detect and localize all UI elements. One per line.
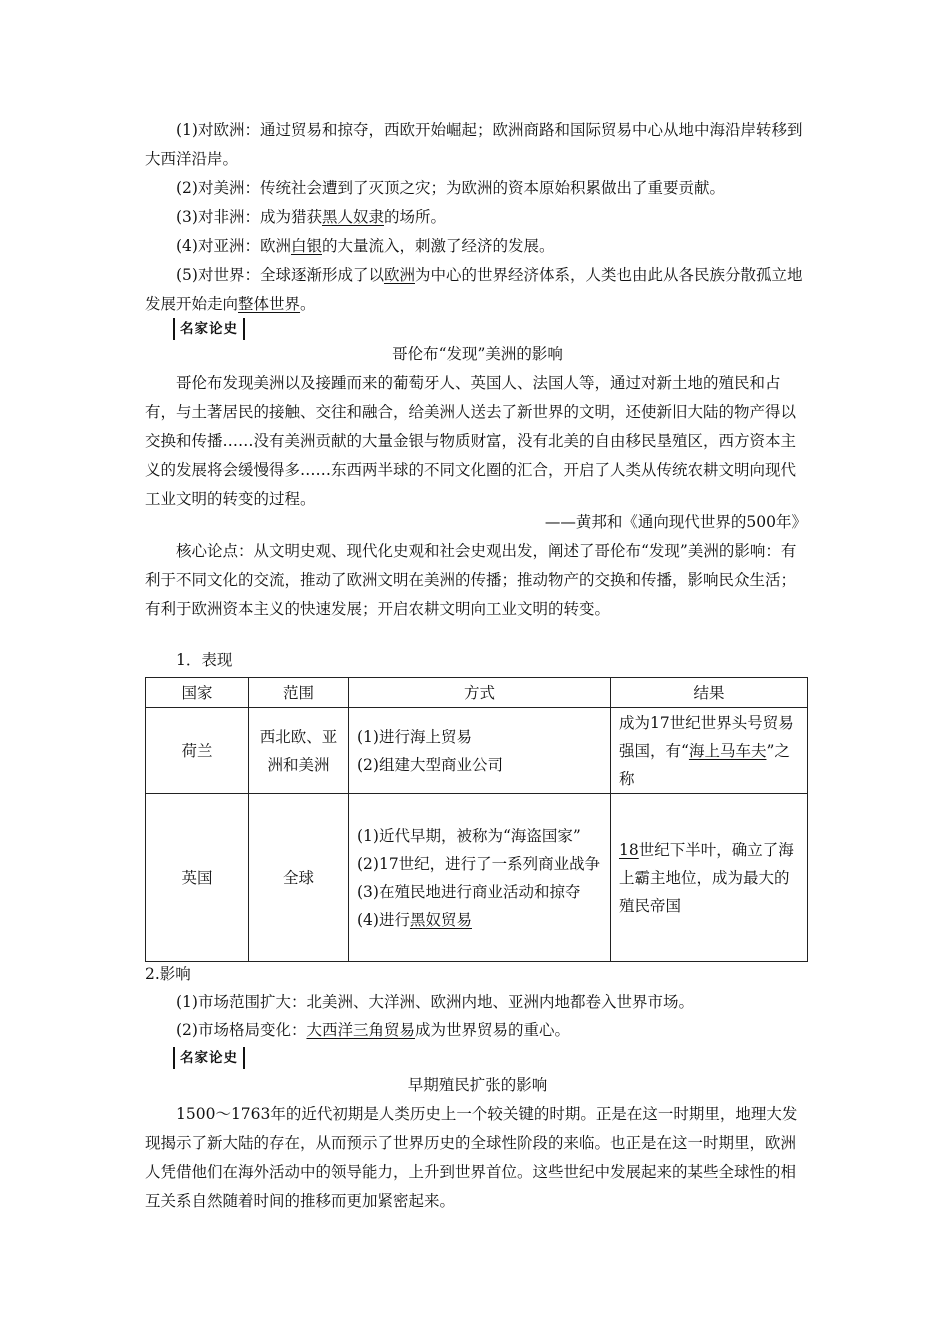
box1-title: 哥伦布“发现”美洲的影响 bbox=[392, 345, 563, 363]
table-header: 方式 bbox=[349, 678, 611, 708]
paragraph-market-expansion: (1)市场范围扩大：北美洲、大洋洲、欧洲内地、亚洲内地都卷入世界市场。 bbox=[176, 993, 694, 1011]
table-header: 结果 bbox=[611, 678, 808, 708]
box2-body: 1500～1763年的近代初期是人类历史上一个较关键的时期。正是在这一时期里，地理大发现揭示了新大陆的存在，从而预示了世界历史的全球性阶段的来临。也正是在这一时期里，欧洲人凭借他们在海外活动中的领导能力，上升到世界首位。这些世纪中发展起来的某些全球性的相互关系自然随着时间的推移而更加紧密起来。 bbox=[145, 1105, 798, 1210]
box1-core-argument: 核心论点：从文明史观、现代化史观和社会史观出发，阐述了哥伦布“发现”美洲的影响：有利于不同文化的交流，推动了欧洲文明在美洲的传播；推动物产的交换和传播，影响民众生活；有利于欧洲资本主义的快速发展；开启农耕文明向工业文明的转变。 bbox=[145, 542, 797, 618]
box2-title: 早期殖民扩张的影响 bbox=[407, 1076, 548, 1094]
cell-scope: 西北欧、亚洲和美洲 bbox=[249, 708, 349, 794]
paragraph-americas: (2)对美洲：传统社会遭到了灭顶之灾；为欧洲的资本原始积累做出了重要贡献。 bbox=[176, 179, 725, 197]
cell-result: 18世纪下半叶，确立了海上霸主地位，成为最大的殖民帝国 bbox=[611, 794, 808, 962]
cell-methods: (1)近代早期，被称为“海盗国家” (2)17世纪，进行了一系列商业战争 (3)在殖民地进行商业活动和掠夺 (4)进行黑奴贸易 bbox=[349, 794, 611, 962]
paragraph-market-pattern: (2)市场格局变化：大西洋三角贸易成为世界贸易的重心。 bbox=[176, 1021, 570, 1039]
cell-scope: 全球 bbox=[249, 794, 349, 962]
cell-country: 荷兰 bbox=[146, 708, 249, 794]
table-row bbox=[146, 794, 808, 962]
section-heading-performance: 1．表现 bbox=[176, 651, 233, 669]
paragraph-europe: (1)对欧洲：通过贸易和掠夺，西欧开始崛起；欧洲商路和国际贸易中心从地中海沿岸转移到大西洋沿岸。 bbox=[145, 121, 803, 168]
table-row bbox=[146, 708, 808, 794]
section-heading-impact: 2.影响 bbox=[145, 965, 191, 983]
table-header-row bbox=[146, 678, 808, 708]
famous-scholar-tag: 名家论史 bbox=[173, 1047, 245, 1069]
paragraph-world: (5)对世界：全球逐渐形成了以欧洲为中心的世界经济体系，人类也由此从各民族分散孤立地发展开始走向整体世界。 bbox=[145, 266, 803, 313]
box1-source: ——黄邦和《通向现代世界的500年》 bbox=[544, 513, 807, 531]
paragraph-africa: (3)对非洲：成为猎获黑人奴隶的场所。 bbox=[176, 208, 446, 226]
table-header: 国家 bbox=[146, 678, 249, 708]
box1-body: 哥伦布发现美洲以及接踵而来的葡萄牙人、英国人、法国人等，通过对新土地的殖民和占有，与土著居民的接触、交往和融合，给美洲人送去了新世界的文明，还使新旧大陆的物产得以交换和传播……没有美洲贡献的大量金银与物质财富，没有北美的自由移民垦殖区，西方资本主义的发展将会缓慢得多……东西两半球的不同文化圈的汇合，开启了人类从传统农耕文明向现代工业文明的转变的过程。 bbox=[145, 374, 797, 508]
comparison-table bbox=[145, 677, 808, 962]
famous-scholar-tag: 名家论史 bbox=[173, 318, 245, 340]
paragraph-asia: (4)对亚洲：欧洲白银的大量流入，刺激了经济的发展。 bbox=[176, 237, 555, 255]
cell-result: 成为17世纪世界头号贸易强国，有“海上马车夫”之称 bbox=[611, 708, 808, 794]
table-header: 范围 bbox=[249, 678, 349, 708]
cell-country: 英国 bbox=[146, 794, 249, 962]
cell-methods: (1)进行海上贸易 (2)组建大型商业公司 bbox=[349, 708, 611, 794]
